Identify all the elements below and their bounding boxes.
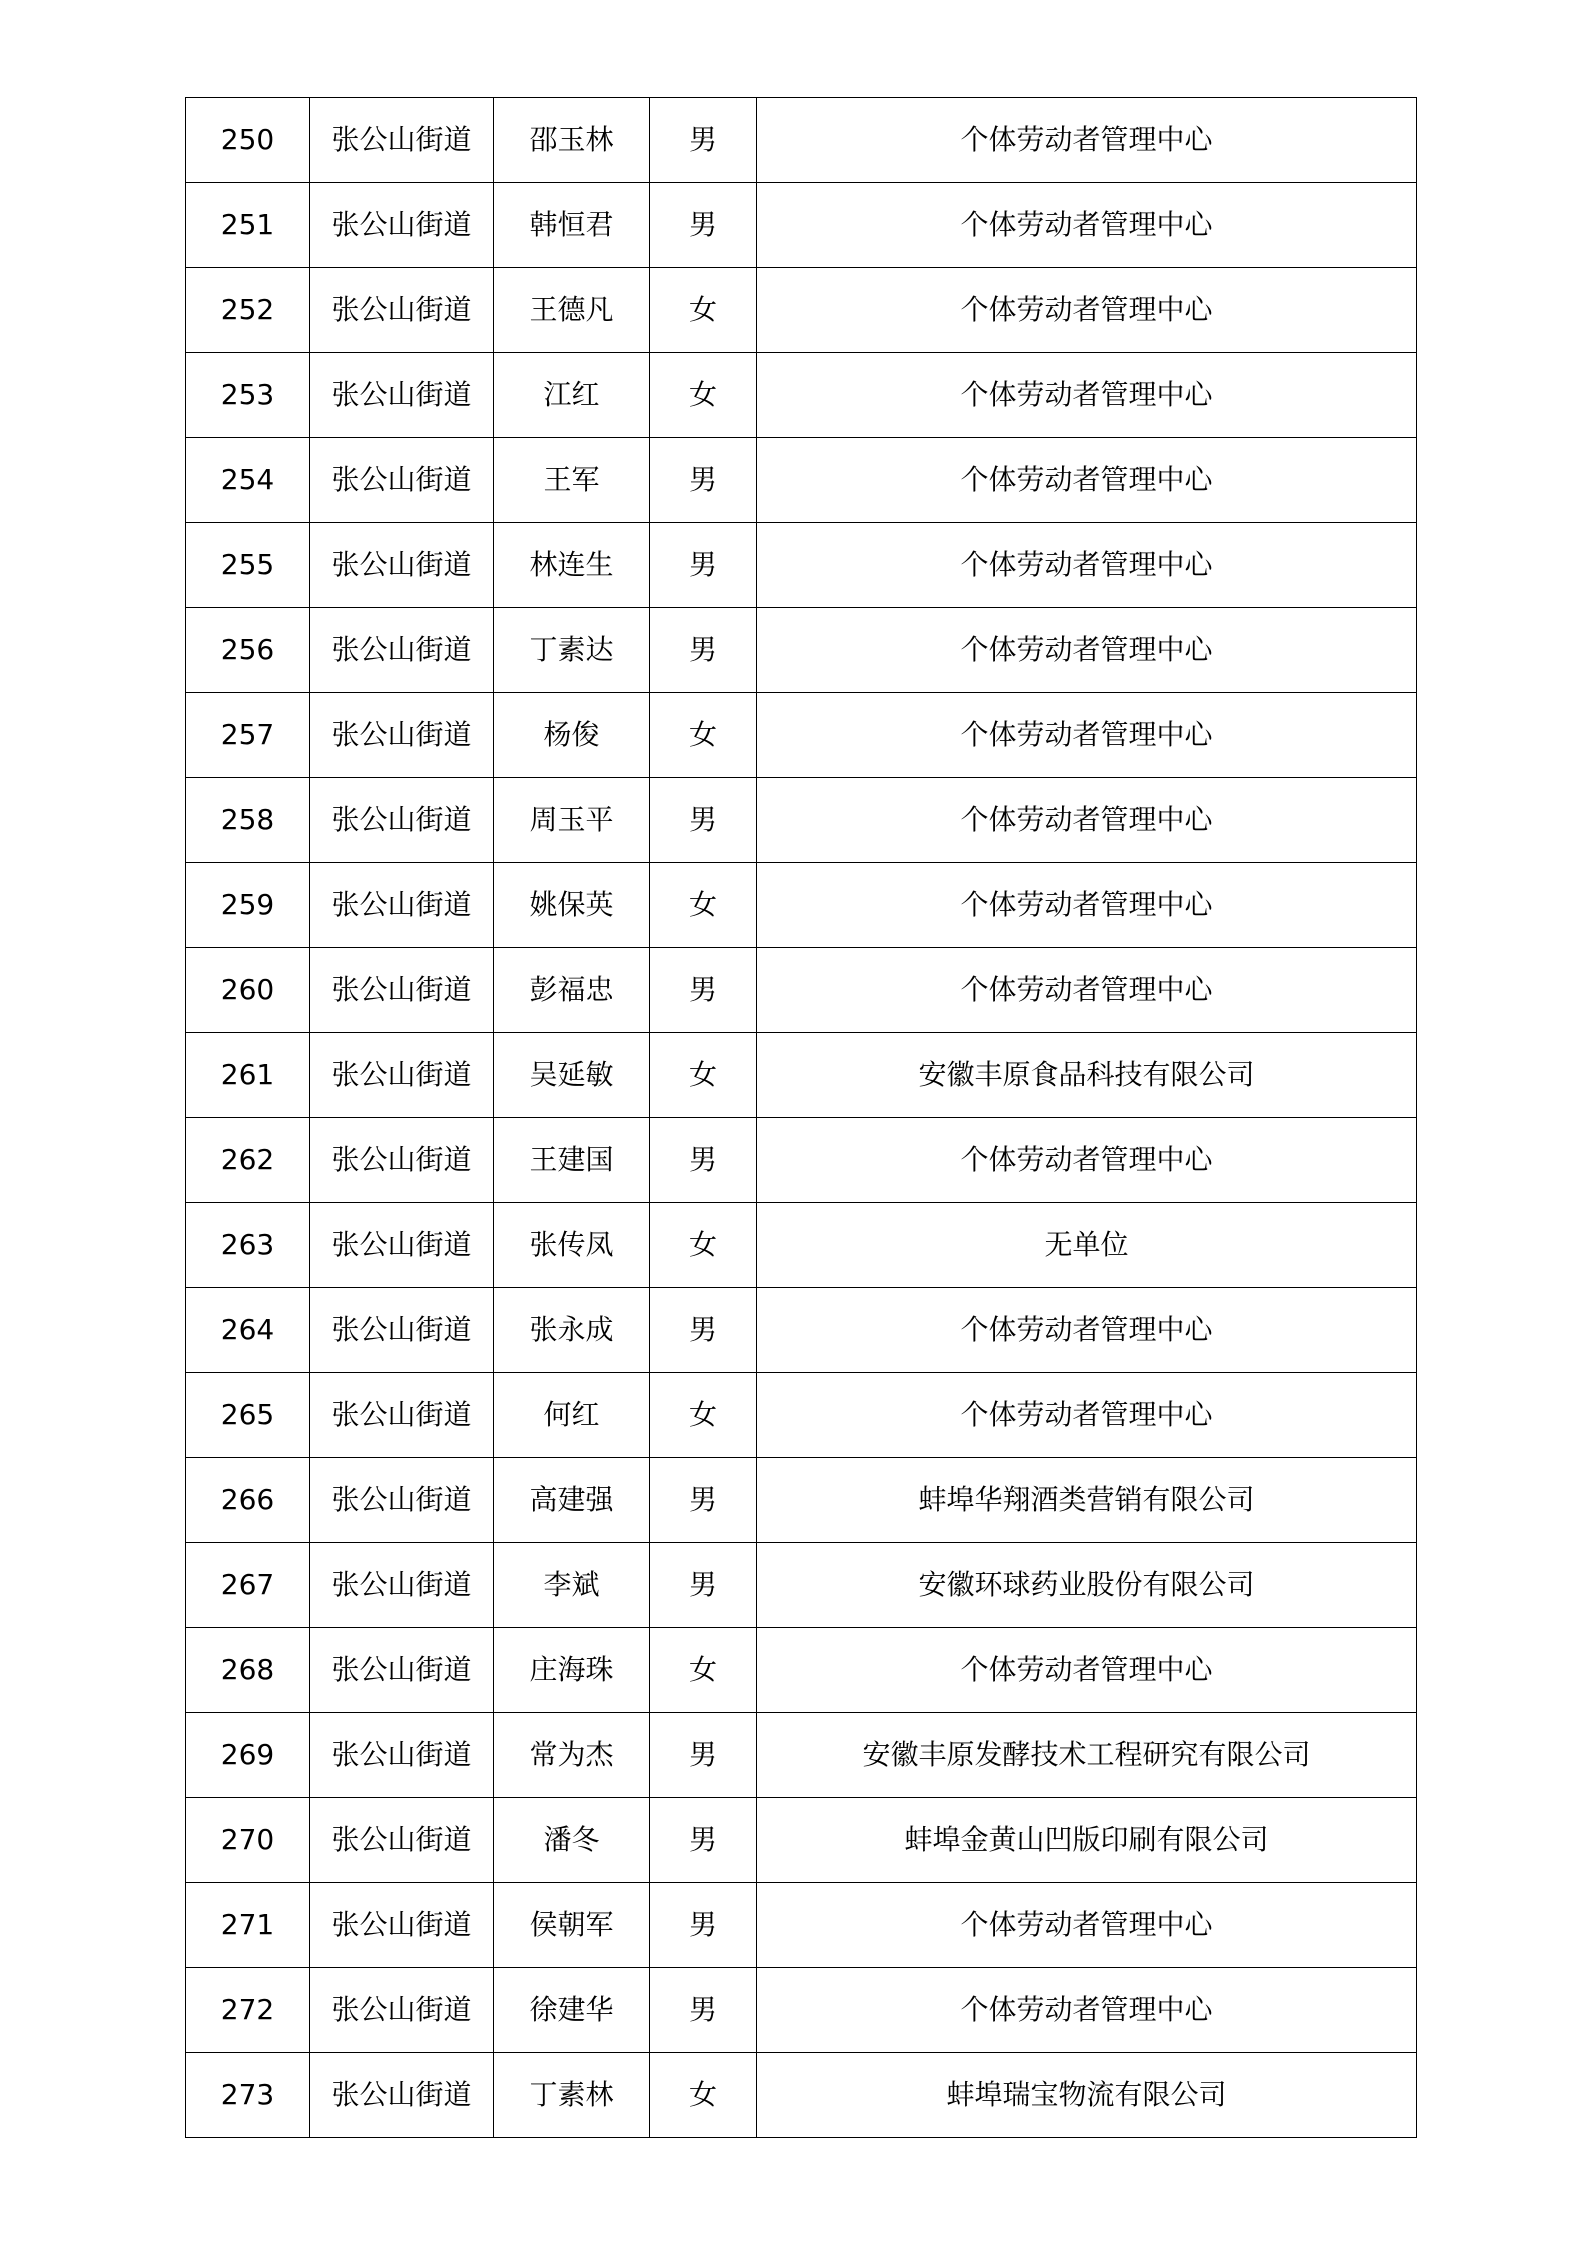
table-row — [186, 1288, 1417, 1373]
cell-name: 庄海珠 — [494, 1628, 650, 1713]
cell-street: 张公山街道 — [310, 98, 494, 183]
cell-name: 林连生 — [494, 523, 650, 608]
cell-gender: 男 — [650, 438, 757, 523]
cell-unit: 个体劳动者管理中心 — [757, 778, 1417, 863]
cell-unit: 个体劳动者管理中心 — [757, 608, 1417, 693]
table-row — [186, 1118, 1417, 1203]
cell-name: 王建国 — [494, 1118, 650, 1203]
table-row — [186, 693, 1417, 778]
cell-name: 丁素达 — [494, 608, 650, 693]
cell-gender: 女 — [650, 2053, 757, 2138]
cell-name: 常为杰 — [494, 1713, 650, 1798]
cell-unit: 个体劳动者管理中心 — [757, 1628, 1417, 1713]
cell-name: 杨俊 — [494, 693, 650, 778]
cell-name: 王德凡 — [494, 268, 650, 353]
cell-street: 张公山街道 — [310, 183, 494, 268]
cell-number: 251 — [186, 183, 310, 268]
cell-unit: 个体劳动者管理中心 — [757, 353, 1417, 438]
table-row — [186, 353, 1417, 438]
cell-unit: 蚌埠瑞宝物流有限公司 — [757, 2053, 1417, 2138]
cell-unit: 安徽环球药业股份有限公司 — [757, 1543, 1417, 1628]
cell-gender: 男 — [650, 1968, 757, 2053]
roster-table-body — [186, 98, 1417, 2138]
cell-street: 张公山街道 — [310, 778, 494, 863]
roster-table — [185, 97, 1417, 2138]
cell-street: 张公山街道 — [310, 1458, 494, 1543]
table-row — [186, 948, 1417, 1033]
cell-gender: 男 — [650, 948, 757, 1033]
cell-gender: 男 — [650, 1713, 757, 1798]
table-row — [186, 1203, 1417, 1288]
cell-unit: 个体劳动者管理中心 — [757, 863, 1417, 948]
table-row — [186, 1543, 1417, 1628]
cell-name: 张传凤 — [494, 1203, 650, 1288]
cell-number: 254 — [186, 438, 310, 523]
cell-street: 张公山街道 — [310, 608, 494, 693]
cell-gender: 男 — [650, 523, 757, 608]
cell-unit: 个体劳动者管理中心 — [757, 693, 1417, 778]
cell-unit: 无单位 — [757, 1203, 1417, 1288]
cell-number: 272 — [186, 1968, 310, 2053]
cell-gender: 男 — [650, 1543, 757, 1628]
table-row — [186, 98, 1417, 183]
table-row — [186, 1458, 1417, 1543]
cell-gender: 男 — [650, 1288, 757, 1373]
cell-gender: 女 — [650, 353, 757, 438]
cell-number: 261 — [186, 1033, 310, 1118]
table-row — [186, 1628, 1417, 1713]
cell-gender: 女 — [650, 1628, 757, 1713]
cell-gender: 女 — [650, 1373, 757, 1458]
cell-unit: 个体劳动者管理中心 — [757, 1288, 1417, 1373]
cell-street: 张公山街道 — [310, 1033, 494, 1118]
table-row — [186, 438, 1417, 523]
cell-number: 259 — [186, 863, 310, 948]
cell-number: 262 — [186, 1118, 310, 1203]
table-row — [186, 1883, 1417, 1968]
cell-unit: 蚌埠金黄山凹版印刷有限公司 — [757, 1798, 1417, 1883]
cell-name: 潘冬 — [494, 1798, 650, 1883]
cell-number: 263 — [186, 1203, 310, 1288]
table-row — [186, 183, 1417, 268]
table-row — [186, 523, 1417, 608]
cell-name: 邵玉林 — [494, 98, 650, 183]
cell-number: 258 — [186, 778, 310, 863]
cell-number: 273 — [186, 2053, 310, 2138]
cell-gender: 男 — [650, 778, 757, 863]
table-row — [186, 778, 1417, 863]
cell-name: 何红 — [494, 1373, 650, 1458]
cell-number: 271 — [186, 1883, 310, 1968]
cell-name: 侯朝军 — [494, 1883, 650, 1968]
cell-unit: 个体劳动者管理中心 — [757, 948, 1417, 1033]
cell-unit: 个体劳动者管理中心 — [757, 523, 1417, 608]
cell-number: 268 — [186, 1628, 310, 1713]
cell-unit: 安徽丰原发酵技术工程研究有限公司 — [757, 1713, 1417, 1798]
cell-name: 姚保英 — [494, 863, 650, 948]
cell-number: 260 — [186, 948, 310, 1033]
cell-name: 张永成 — [494, 1288, 650, 1373]
cell-street: 张公山街道 — [310, 1968, 494, 2053]
cell-street: 张公山街道 — [310, 1373, 494, 1458]
cell-unit: 个体劳动者管理中心 — [757, 183, 1417, 268]
cell-number: 266 — [186, 1458, 310, 1543]
cell-gender: 男 — [650, 1798, 757, 1883]
cell-gender: 女 — [650, 1033, 757, 1118]
cell-unit: 个体劳动者管理中心 — [757, 1118, 1417, 1203]
cell-name: 李斌 — [494, 1543, 650, 1628]
cell-name: 王军 — [494, 438, 650, 523]
table-row — [186, 1713, 1417, 1798]
table-row — [186, 1798, 1417, 1883]
table-row — [186, 268, 1417, 353]
cell-gender: 男 — [650, 183, 757, 268]
cell-street: 张公山街道 — [310, 353, 494, 438]
cell-unit: 蚌埠华翔酒类营销有限公司 — [757, 1458, 1417, 1543]
cell-number: 253 — [186, 353, 310, 438]
table-row — [186, 2053, 1417, 2138]
cell-name: 周玉平 — [494, 778, 650, 863]
cell-gender: 女 — [650, 863, 757, 948]
cell-number: 265 — [186, 1373, 310, 1458]
cell-name: 高建强 — [494, 1458, 650, 1543]
cell-street: 张公山街道 — [310, 438, 494, 523]
cell-number: 267 — [186, 1543, 310, 1628]
table-row — [186, 1033, 1417, 1118]
cell-street: 张公山街道 — [310, 1798, 494, 1883]
cell-gender: 女 — [650, 693, 757, 778]
cell-unit: 个体劳动者管理中心 — [757, 1968, 1417, 2053]
cell-street: 张公山街道 — [310, 1288, 494, 1373]
cell-name: 徐建华 — [494, 1968, 650, 2053]
cell-street: 张公山街道 — [310, 693, 494, 778]
cell-number: 257 — [186, 693, 310, 778]
cell-number: 252 — [186, 268, 310, 353]
cell-street: 张公山街道 — [310, 1543, 494, 1628]
table-row — [186, 1373, 1417, 1458]
cell-street: 张公山街道 — [310, 1713, 494, 1798]
cell-number: 270 — [186, 1798, 310, 1883]
cell-number: 255 — [186, 523, 310, 608]
table-row — [186, 608, 1417, 693]
cell-unit: 个体劳动者管理中心 — [757, 1373, 1417, 1458]
cell-gender: 男 — [650, 1118, 757, 1203]
cell-gender: 女 — [650, 268, 757, 353]
cell-unit: 个体劳动者管理中心 — [757, 1883, 1417, 1968]
cell-name: 彭福忠 — [494, 948, 650, 1033]
cell-number: 269 — [186, 1713, 310, 1798]
cell-number: 264 — [186, 1288, 310, 1373]
cell-number: 256 — [186, 608, 310, 693]
cell-street: 张公山街道 — [310, 1118, 494, 1203]
cell-street: 张公山街道 — [310, 863, 494, 948]
cell-name: 韩恒君 — [494, 183, 650, 268]
cell-gender: 女 — [650, 1203, 757, 1288]
table-row — [186, 1968, 1417, 2053]
cell-gender: 男 — [650, 1458, 757, 1543]
cell-street: 张公山街道 — [310, 1628, 494, 1713]
cell-street: 张公山街道 — [310, 948, 494, 1033]
cell-street: 张公山街道 — [310, 523, 494, 608]
cell-street: 张公山街道 — [310, 268, 494, 353]
cell-street: 张公山街道 — [310, 1203, 494, 1288]
cell-unit: 个体劳动者管理中心 — [757, 98, 1417, 183]
cell-gender: 男 — [650, 608, 757, 693]
cell-number: 250 — [186, 98, 310, 183]
cell-name: 吴延敏 — [494, 1033, 650, 1118]
cell-unit: 个体劳动者管理中心 — [757, 268, 1417, 353]
cell-name: 丁素林 — [494, 2053, 650, 2138]
cell-name: 江红 — [494, 353, 650, 438]
cell-gender: 男 — [650, 98, 757, 183]
cell-gender: 男 — [650, 1883, 757, 1968]
cell-street: 张公山街道 — [310, 1883, 494, 1968]
table-row — [186, 863, 1417, 948]
cell-street: 张公山街道 — [310, 2053, 494, 2138]
cell-unit: 安徽丰原食品科技有限公司 — [757, 1033, 1417, 1118]
cell-unit: 个体劳动者管理中心 — [757, 438, 1417, 523]
